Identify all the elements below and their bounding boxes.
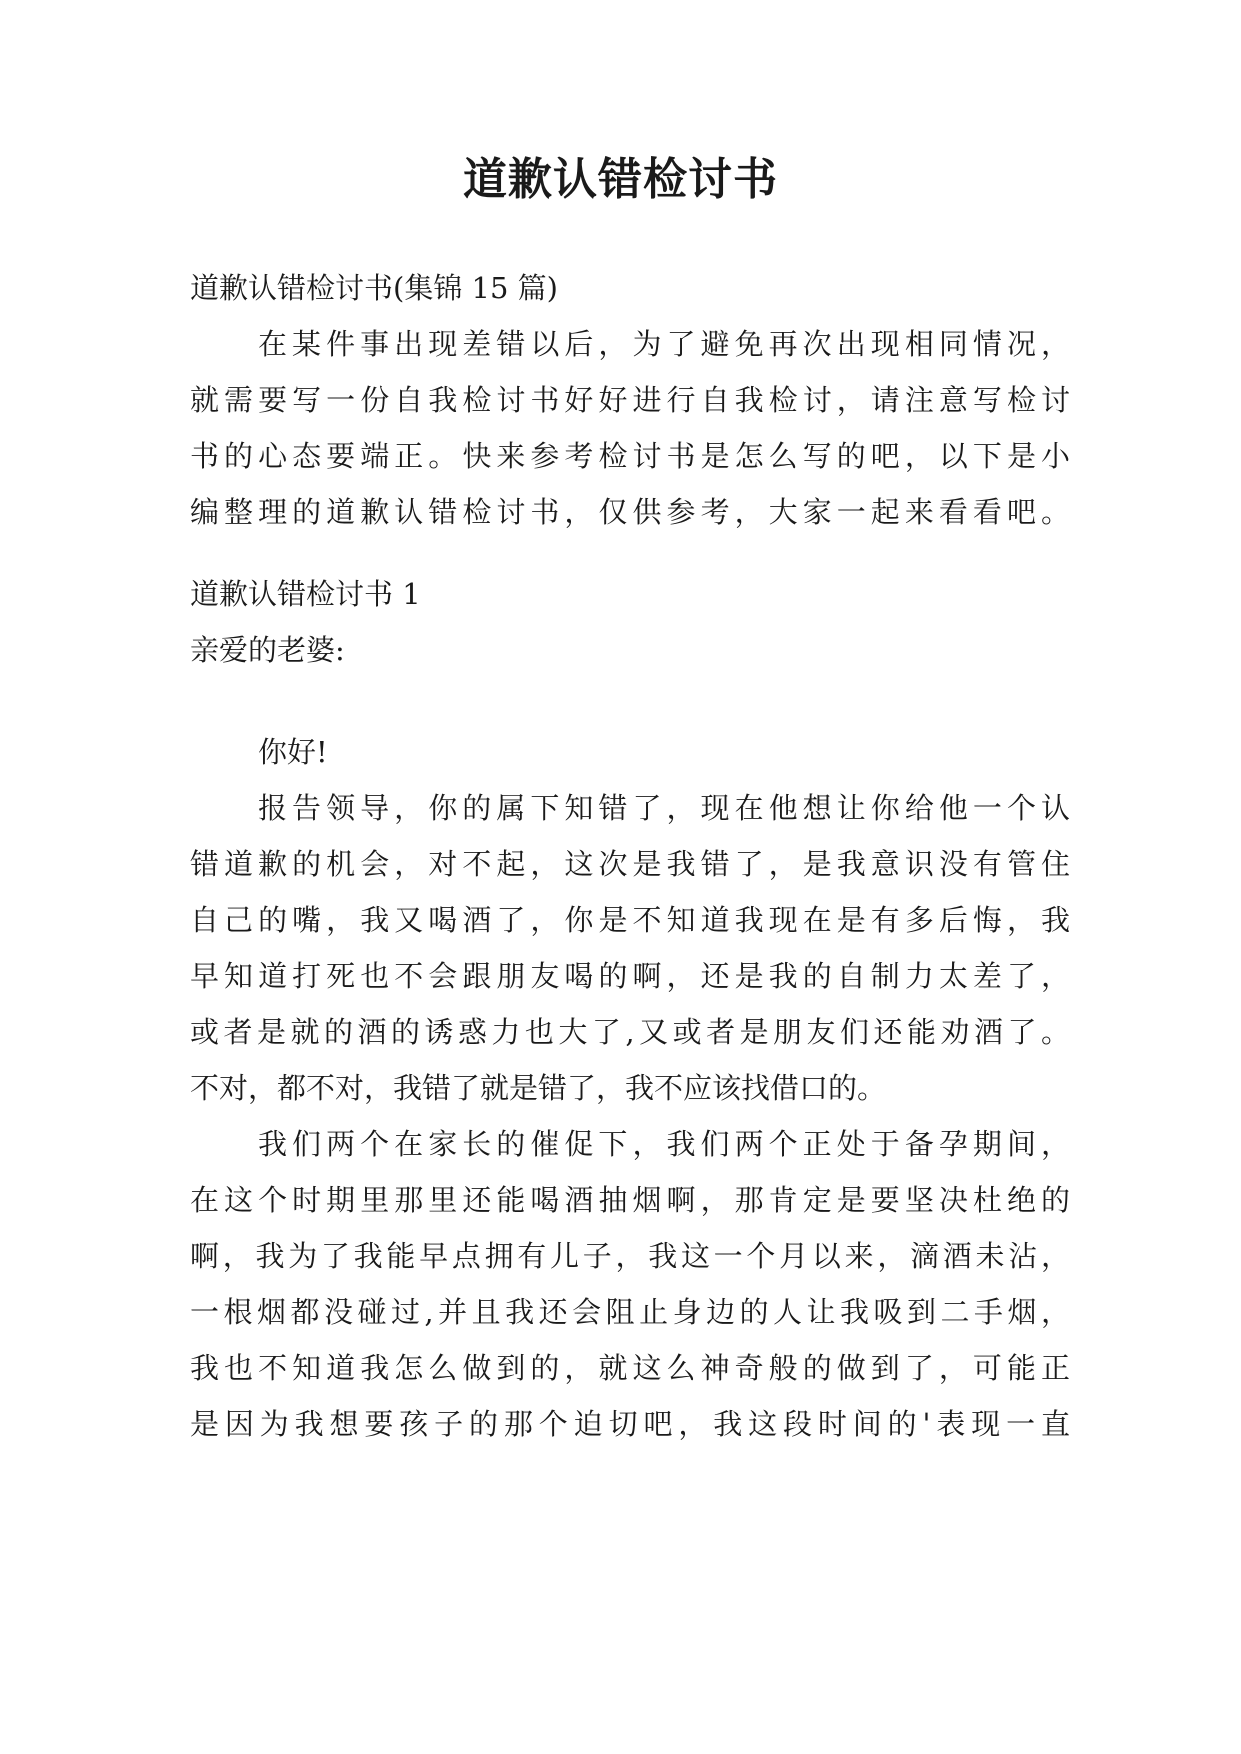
paragraph-line: 报告领导，你的属下知错了，现在他想让你给他一个认 xyxy=(258,791,1070,825)
paragraph-line: 或者是就的酒的诱惑力也大了,又或者是朋友们还能劝酒了。 xyxy=(190,1015,1070,1049)
salutation: 亲爱的老婆: xyxy=(190,633,345,667)
section-heading: 道歉认错检讨书 1 xyxy=(190,577,421,611)
section-header-block xyxy=(190,566,1070,678)
document-subtitle: 道歉认错检讨书(集锦 15 篇) xyxy=(190,271,558,305)
paragraph-line: 在这个时期里那里还能喝酒抽烟啊，那肯定是要坚决杜绝的 xyxy=(190,1183,1070,1217)
intro-line: 编整理的道歉认错检讨书，仅供参考，大家一起来看看吧。 xyxy=(190,495,1070,529)
paragraph-line: 早知道打死也不会跟朋友喝的啊，还是我的自制力太差了， xyxy=(190,959,1070,993)
paragraph-line: 啊，我为了我能早点拥有儿子，我这一个月以来，滴酒未沾， xyxy=(190,1239,1070,1273)
paragraph-line: 我们两个在家长的催促下，我们两个正处于备孕期间， xyxy=(258,1127,1070,1161)
paragraph-line: 是因为我想要孩子的那个迫切吧，我这段时间的'表现一直 xyxy=(190,1407,1070,1441)
document-title: 道歉认错检讨书 xyxy=(463,154,778,205)
paragraph-line: 不对，都不对，我错了就是错了，我不应该找借口的。 xyxy=(190,1071,887,1105)
intro-line: 就需要写一份自我检讨书好好进行自我检讨，请注意写检讨 xyxy=(190,383,1070,417)
intro-line: 书的心态要端正。快来参考检讨书是怎么写的吧，以下是小 xyxy=(190,439,1070,473)
paragraph-line: 一根烟都没碰过,并且我还会阻止身边的人让我吸到二手烟， xyxy=(190,1295,1070,1329)
paragraph-line: 错道歉的机会，对不起，这次是我错了，是我意识没有管住 xyxy=(190,847,1070,881)
paragraph-line: 我也不知道我怎么做到的，就这么神奇般的做到了，可能正 xyxy=(190,1351,1070,1385)
letter-body xyxy=(190,724,1070,1452)
intro-block xyxy=(190,260,1070,540)
greeting: 你好! xyxy=(258,735,328,769)
paragraph-line: 自己的嘴，我又喝酒了，你是不知道我现在是有多后悔，我 xyxy=(190,903,1070,937)
intro-line: 在某件事出现差错以后，为了避免再次出现相同情况， xyxy=(258,327,1070,361)
